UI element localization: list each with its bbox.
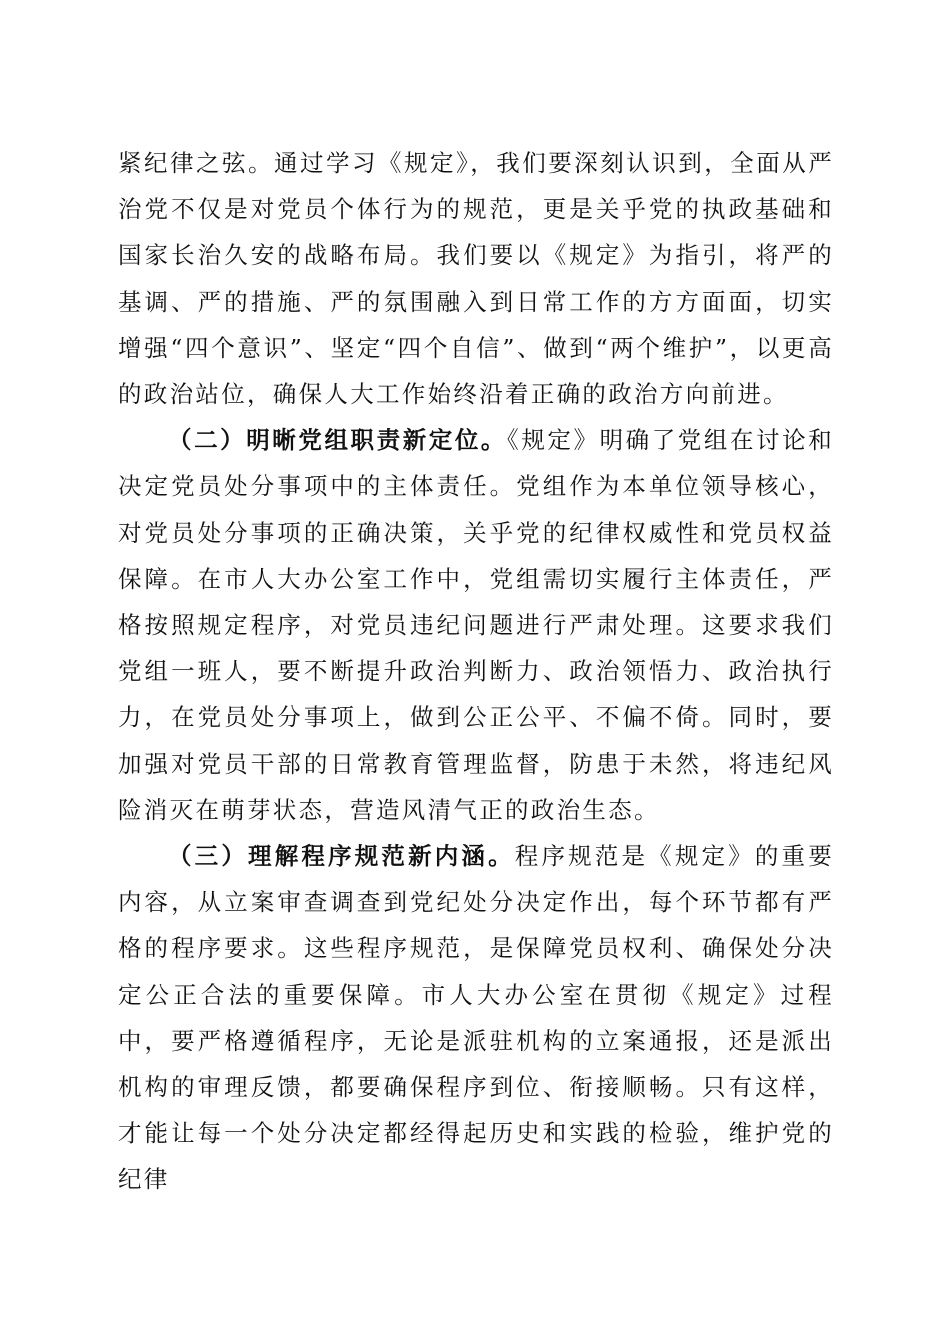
paragraph-text: 《规定》明确了党组在讨论和决定党员处分事项中的主体责任。党组作为本单位领导核心，对党员处分事项的正确决策，关乎党的纪律权威性和党员权益保障。在市人大办公室工作中，党组需切实履行主体责任，严格按照规定程序，对党员违纪问题进行严肃处理。这要求我们党组一班人，要不断提升政治判断力、政治领悟力、政治执行力，在党员处分事项上，做到公正公平、不偏不倚。同时，要加强对党员干部的日常教育管理监督，防患于未然，将违纪风险消灭在萌芽状态，营造风清气正的政治生态。 [118, 426, 834, 824]
paragraph-text: 程序规范是《规定》的重要内容，从立案审查调查到党纪处分决定作出，每个环节都有严格的程序要求。这些程序规范，是保障党员权利、确保处分决定公正合法的重要保障。市人大办公室在贯彻《规定》过程中，要严格遵循程序，无论是派驻机构的立案通报，还是派出机构的审理反馈，都要确保程序到位、衔接顺畅。只有这样，才能让每一个处分决定都经得起历史和实践的检验，维护党的纪律 [118, 842, 834, 1194]
paragraph-continuation [118, 140, 834, 417]
document-body [118, 140, 834, 1203]
section-heading: （二）明晰党组职责新定位。 [168, 426, 508, 455]
paragraph-section-2 [118, 417, 834, 833]
paragraph-section-3 [118, 833, 834, 1203]
section-heading: （三）理解程序规范新内涵。 [168, 842, 515, 871]
paragraph-text: 紧纪律之弦。通过学习《规定》，我们要深刻认识到，全面从严治党不仅是对党员个体行为的规范，更是关乎党的执政基础和国家长治久安的战略布局。我们要以《规定》为指引，将严的基调、严的措施、严的氛围融入到日常工作的方方面面，切实增强“四个意识”、坚定“四个自信”、做到“两个维护”，以更高的政治站位，确保人大工作始终沿着正确的政治方向前进。 [118, 149, 834, 409]
